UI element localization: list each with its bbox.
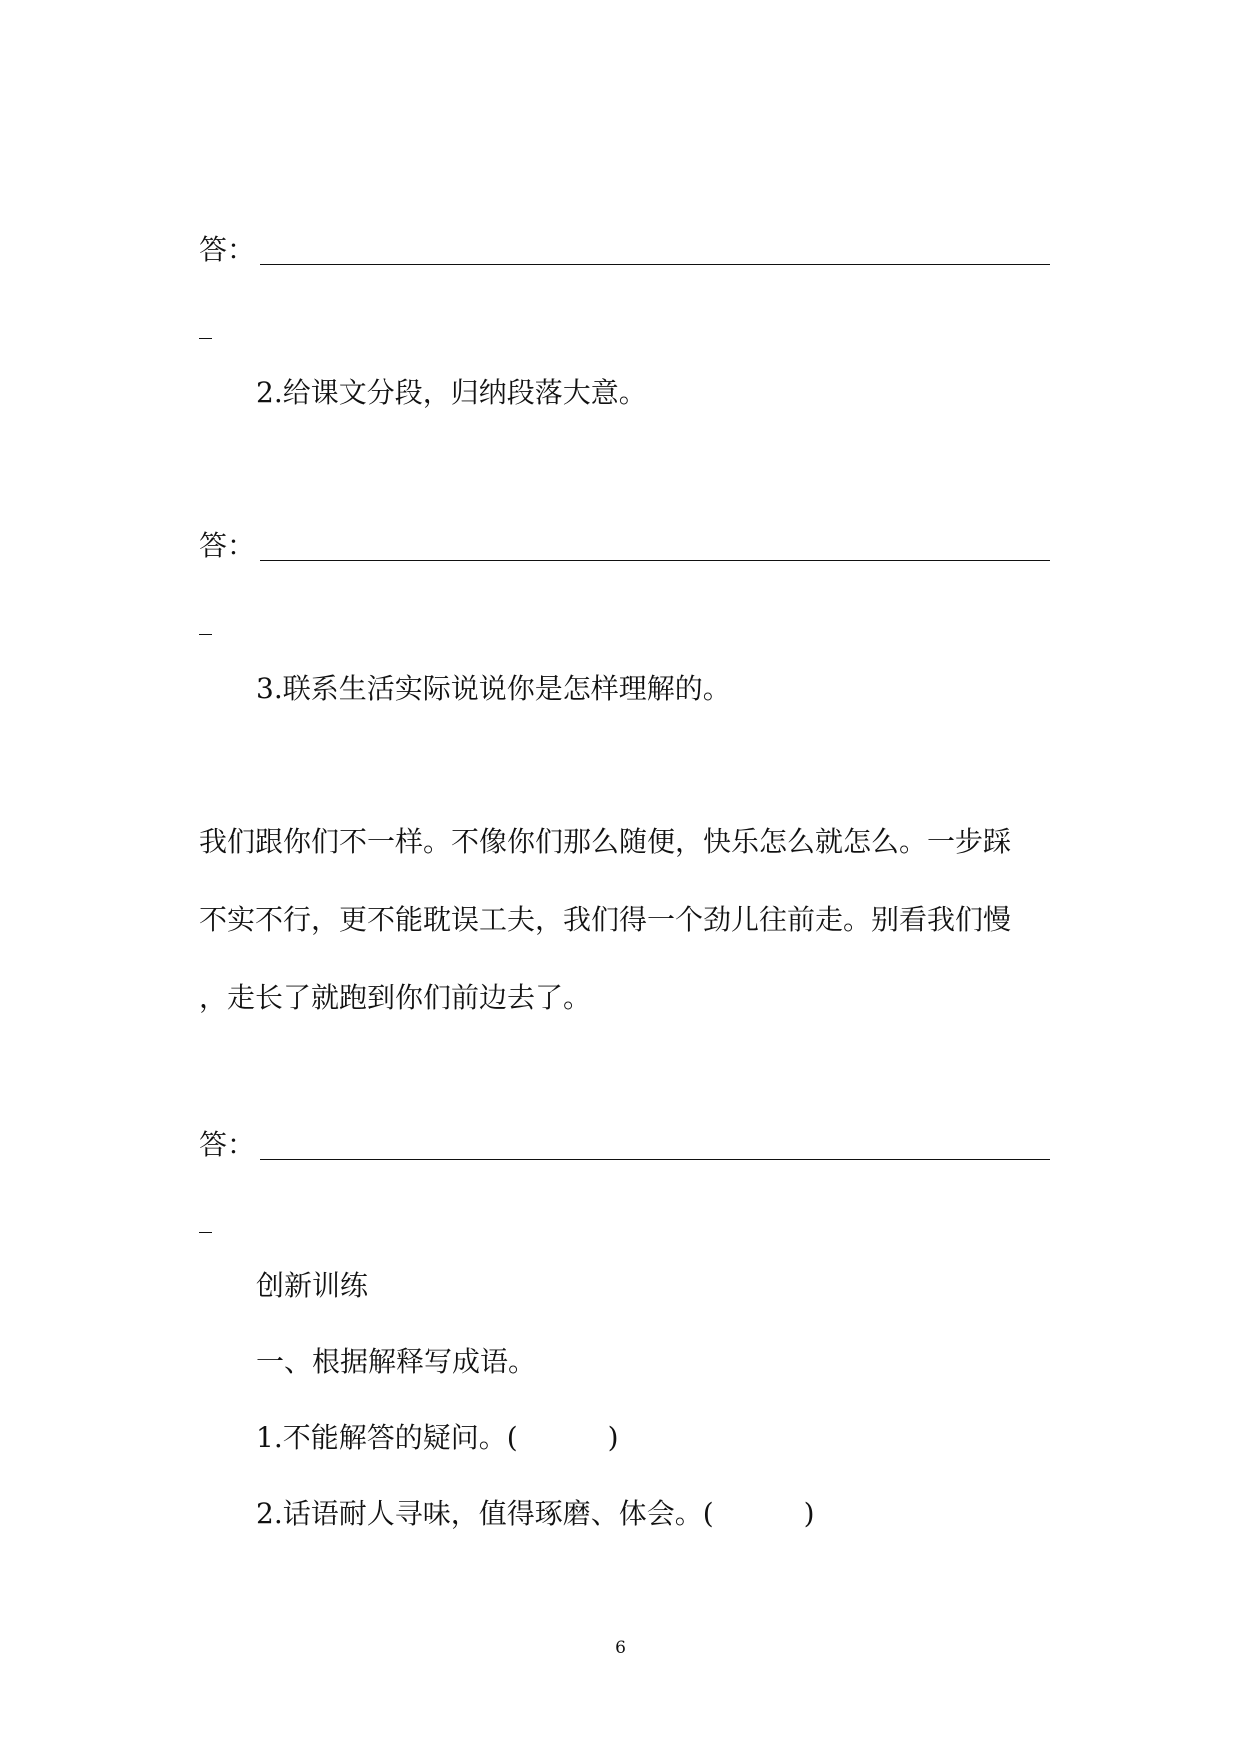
idiom-item-1 — [256, 1418, 619, 1458]
idiom-item-2-close: ) — [803, 1497, 815, 1530]
part-one-heading: 一、根据解释写成语。 — [256, 1345, 537, 1378]
idiom-item-2 — [256, 1494, 815, 1534]
answer-label-2: 答： — [199, 529, 256, 562]
passage-line-3: ，走长了就跑到你们前边去了。 — [199, 981, 592, 1014]
passage-line-2: 不实不行，更不能耽误工夫，我们得一个劲儿往前走。别看我们慢 — [199, 903, 1012, 936]
answer-line-2 — [260, 560, 1050, 561]
answer-label-1: 答： — [199, 233, 256, 266]
answer-continuation-mark-3 — [199, 1232, 212, 1233]
idiom-item-2-text: 2.话语耐人寻味，值得琢磨、体会。( — [256, 1497, 714, 1530]
answer-continuation-mark-1 — [199, 338, 212, 339]
idiom-item-1-close: ) — [607, 1421, 619, 1454]
answer-line-3 — [260, 1159, 1050, 1160]
answer-continuation-mark-2 — [199, 634, 212, 635]
question-2: 2.给课文分段，归纳段落大意。 — [256, 376, 647, 409]
passage-line-1: 我们跟你们不一样。不像你们那么随便，快乐怎么就怎么。一步踩 — [199, 825, 1012, 858]
page-number: 6 — [615, 1638, 626, 1658]
section-title: 创新训练 — [256, 1269, 369, 1302]
idiom-item-1-text: 1.不能解答的疑问。( — [256, 1421, 518, 1454]
question-3: 3.联系生活实际说说你是怎样理解的。 — [256, 672, 731, 705]
answer-label-3: 答： — [199, 1128, 256, 1161]
answer-line-1 — [260, 264, 1050, 265]
